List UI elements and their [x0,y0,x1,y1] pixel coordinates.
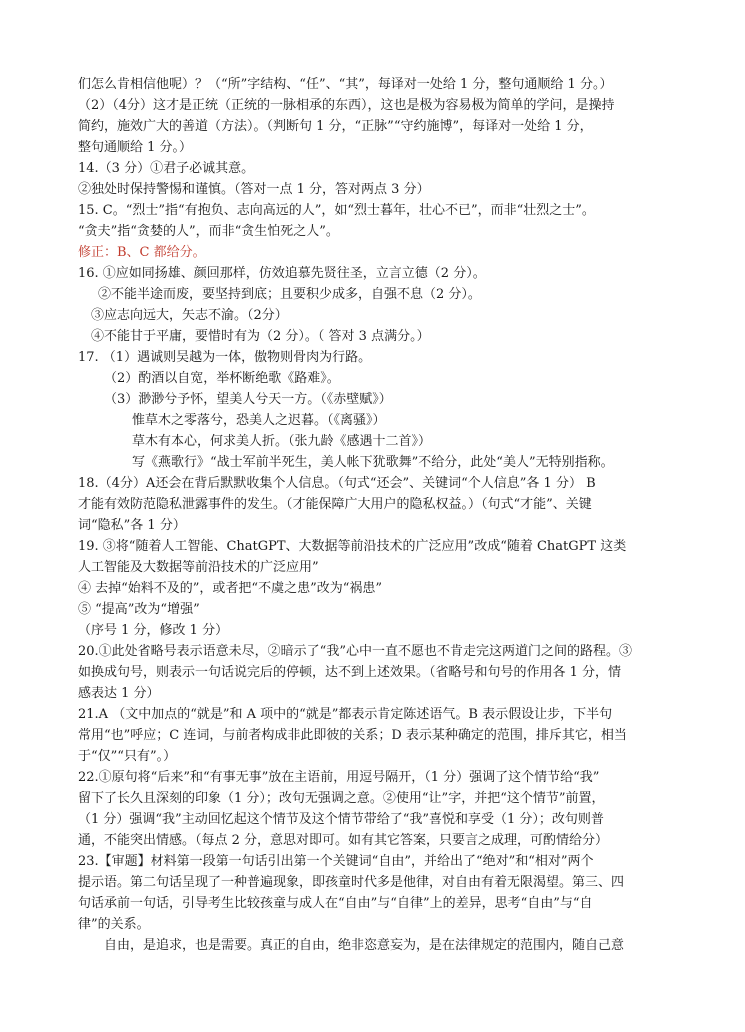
text-line: 简约，施效广大的善道（方法）。（判断句 1 分，“正脉”“守约施博”，每译对一处给 1 分， [78,119,593,134]
text-line: 21.A （文中加点的“就是”和 A 项中的“就是”都表示肯定陈述语气。B 表示假设让步，下半句 [78,707,613,722]
text-line: 惟草木之零落兮，恐美人之迟暮。（《离骚》） [132,413,386,428]
text-line: ②独处时保持警惕和谨慎。（答对一点 1 分，答对两点 3 分） [78,182,430,197]
text-line: 提示语。第二句话呈现了一种普遍现象，即孩童时代多是他律，对自由有着无限渴望。第三、四 [78,875,625,890]
text-line: 句话承前一句话，引导考生比较孩童与成人在“自由”与“自律”上的差异，思考“自由”与“自 [78,896,593,911]
text-line: 自由，是追求，也是需要。真正的自由，绝非恣意妄为，是在法律规定的范围内，随自己意 [104,938,625,953]
text-line: 如换成句号，则表示一句话说完后的停顿，达不到上述效果。（省略号和句号的作用各 1 分，情 [78,665,622,680]
text-line: ③应志向远大，矢志不渝。（2分） [91,308,288,323]
text-line: 人工智能及大数据等前沿技术的广泛应用” [78,560,319,575]
text-line: 23.【审题】材料第一段第一句话引出第一个关键词“自由”，并给出了“绝对”和“相对”两个 [78,854,594,869]
text-line: （1 分）强调“我”主动回忆起这个情节及这个情节带给了“我”喜悦和享受（1 分）；改句则普 [78,812,604,827]
text-line: 通，不能突出情感。（每点 2 分，意思对即可。如有其它答案，只要言之成理，可酌情给分） [78,833,609,848]
text-line: ④ 去掉“始料不及的”，或者把“不虞之患”改为“祸患” [78,581,383,596]
text-line: 20.①此处省略号表示语意未尽，②暗示了“我”心中一直不愿也不肯走完这两道门之间的路程。③ [78,644,632,659]
text-line: （2）酌酒以自宽，举杯断绝歌《路难》。 [104,371,340,386]
text-line: 16. ①应如同扬雄、颜回那样，仿效追慕先贤往圣，立言立德（2 分）。 [78,266,486,281]
answer-key-page [78,74,674,956]
text-line: “贪夫”指“贪婪的人”，而非“贪生怕死之人”。 [78,224,339,239]
text-line: 14.（3 分）①君子必诚其意。 [78,161,255,176]
text-line: 19. ③将“随着人工智能、ChatGPT、大数据等前沿技术的广泛应用”改成“随着 ChatGPT 这类 [78,539,627,554]
text-line: 18.（4分）A还会在背后默默收集个人信息。（句式“还会”、关键词“个人信息”各 1 分） B [78,476,596,491]
text-line: 常用“也”呼应；C 连词，与前者构成非此即彼的关系；D 表示某种确定的范围，排斥其它，相当 [78,728,627,743]
text-line: 才能有效防范隐私泄露事件的发生。（才能保障广大用户的隐私权益。）（句式“才能”、关键 [78,497,592,512]
text-line: （3）渺渺兮予怀，望美人兮天一方。（《赤壁赋》） [104,392,392,407]
text-line: 律”的关系。 [78,917,150,932]
text-line: ②不能半途而废，要坚持到底；且要积少成多，自强不息（2 分）。 [98,287,481,302]
text-line: 感表达 1 分） [78,686,160,701]
text-line: 17. （1）遇诚则吴越为一体，傲物则骨肉为行路。 [78,350,372,365]
text-line: 草木有本心，何求美人折。（张九龄《感遇十二首》） [132,434,432,449]
text-line: （2）（4分）这才是正统（正统的一脉相承的东西），这也是极为容易极为简单的学问，是操持 [78,98,615,113]
correction-note: 修正：B、C 都给分。 [78,245,206,260]
text-line: ④不能甘于平庸，要惜时有为（2 分）。（ 答对 3 点满分。） [91,329,430,344]
text-line: 们怎么肯相信他呢）？（“所”字结构、“任”、“其”，每译对一处给 1 分，整句通顺给 1 分。） [78,77,613,92]
text-line: 于“仅”“只有”。） [78,749,177,764]
text-line: 留下了长久且深刻的印象（1 分）；改句无强调之意。②使用“让”字，并把“这个情节”前置， [78,791,605,806]
text-line: （序号 1 分，修改 1 分） [78,623,229,638]
text-line: 整句通顺给 1 分。） [78,140,193,155]
text-line: 写《燕歌行》“战士军前半死生，美人帐下犹歌舞”不给分，此处“美人”无特别指称。 [132,455,614,470]
text-line: 22.①原句将“后来”和“有事无事”放在主语前，用逗号隔开，（1 分）强调了这个情节给“我” [78,770,600,785]
text-line: 15. C。“烈士”指“有抱负、志向高远的人”，如“烈士暮年，壮心不已”，而非“壮烈之士”。 [78,203,595,218]
text-line: ⑤ “提高”改为“增强” [78,602,200,617]
text-line: 词“隐私”各 1 分） [78,518,186,533]
